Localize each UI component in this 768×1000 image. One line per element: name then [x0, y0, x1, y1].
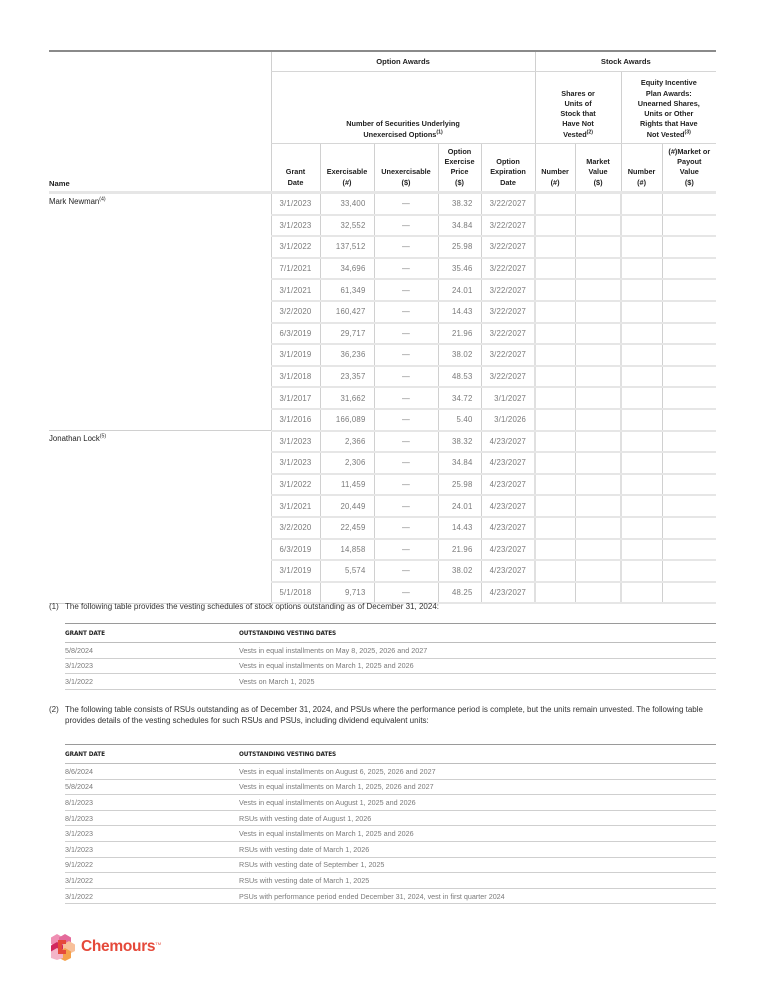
expiration-date-cell: 4/23/2027 [481, 495, 535, 517]
unexercisable-cell: — [374, 366, 438, 388]
grant-date-cell: 3/2/2020 [271, 301, 320, 323]
payout-value-cell [662, 474, 716, 496]
exercise-price-cell: 14.43 [438, 301, 481, 323]
footnote-2: (2) The following table consists of RSUs outstanding as of December 31, 2024, and PSUs where the performance period is complete, but the units remain unvested. The following table provides details of the vesting schedules for such RSUs and PSUs, including dividend equivalent units: [49, 705, 703, 725]
vesting-row [65, 643, 716, 659]
grant-date-cell: 5/1/2018 [271, 582, 320, 604]
exercise-price-cell: 25.98 [438, 236, 481, 258]
unexercisable-cell: — [374, 344, 438, 366]
grant-date-cell: 3/1/2021 [271, 495, 320, 517]
grant-date-cell: 3/1/2023 [65, 826, 239, 842]
unearned-number-cell [621, 279, 662, 301]
option-awards-header: Option Awards [271, 51, 535, 72]
vesting-row [65, 873, 716, 889]
chemours-hexagon-icon [50, 933, 76, 961]
vesting-dates-column-header: OUTSTANDING VESTING DATES [239, 745, 716, 764]
trademark-mark: TM [155, 940, 162, 946]
payout-value-cell [662, 344, 716, 366]
exercisable-column-header: Exercisable (#) [320, 144, 374, 193]
exercisable-cell: 11,459 [320, 474, 374, 496]
vesting-dates-cell: Vests in equal installments on August 1, 2025 and 2026 [239, 795, 716, 811]
exercisable-cell: 14,858 [320, 539, 374, 561]
executive-name: Jonathan Lock$^{(5)}$ [49, 431, 271, 604]
unearned-number-cell [621, 452, 662, 474]
market-value-cell [575, 452, 621, 474]
grant-date-cell: 3/1/2022 [65, 674, 239, 690]
payout-value-cell [662, 539, 716, 561]
exercise-price-column-header: Option Exercise Price ($) [438, 144, 481, 193]
exercise-price-cell: 34.84 [438, 215, 481, 237]
vesting-row [65, 841, 716, 857]
grant-date-cell: 3/1/2017 [271, 387, 320, 409]
shares-number-cell [535, 495, 575, 517]
exercisable-cell: 2,306 [320, 452, 374, 474]
exercise-price-cell: 48.25 [438, 582, 481, 604]
vesting-row [65, 888, 716, 904]
unexercisable-column-header: Unexercisable ($) [374, 144, 438, 193]
payout-value-cell [662, 431, 716, 453]
grant-date-cell: 5/8/2024 [65, 779, 239, 795]
vesting-dates-cell: RSUs with vesting date of September 1, 2025 [239, 857, 716, 873]
payout-value-cell [662, 193, 716, 215]
chemours-logo [50, 932, 161, 962]
expiration-date-cell: 4/23/2027 [481, 582, 535, 604]
unexercisable-cell: — [374, 323, 438, 345]
unexercisable-cell: — [374, 582, 438, 604]
option-vesting-table [65, 623, 716, 690]
grant-date-cell: 3/1/2022 [65, 888, 239, 904]
unearned-number-cell [621, 215, 662, 237]
payout-value-column-header: (#)Market or Payout Value ($) [662, 144, 716, 193]
unearned-number-cell [621, 258, 662, 280]
vesting-row [65, 779, 716, 795]
table-row [49, 193, 716, 215]
market-value-cell [575, 323, 621, 345]
unexercisable-cell: — [374, 431, 438, 453]
rsu-psu-vesting-table [65, 744, 716, 904]
grant-date-column-header: GRANT DATE [65, 745, 239, 764]
outstanding-equity-awards-table [49, 50, 716, 604]
exercise-price-cell: 34.84 [438, 452, 481, 474]
unearned-number-cell [621, 431, 662, 453]
market-value-cell [575, 193, 621, 215]
unearned-number-column-header: Number (#) [621, 144, 662, 193]
executive-name: Mark Newman$^{(4)}$ [49, 193, 271, 431]
market-value-cell [575, 409, 621, 431]
unexercisable-cell: — [374, 258, 438, 280]
expiration-date-cell: 3/22/2027 [481, 279, 535, 301]
vesting-row [65, 810, 716, 826]
unearned-number-cell [621, 236, 662, 258]
payout-value-cell [662, 236, 716, 258]
market-value-cell [575, 517, 621, 539]
unexercisable-cell: — [374, 495, 438, 517]
expiration-date-cell: 3/22/2027 [481, 366, 535, 388]
vesting-row [65, 826, 716, 842]
exercise-price-cell: 25.98 [438, 474, 481, 496]
vesting-dates-cell: Vests in equal installments on March 1, 2025 and 2026 [239, 826, 716, 842]
grant-date-cell: 3/1/2022 [271, 474, 320, 496]
market-value-cell [575, 279, 621, 301]
exercise-price-cell: 34.72 [438, 387, 481, 409]
unearned-number-cell [621, 539, 662, 561]
vesting-dates-cell: RSUs with vesting date of August 1, 2026 [239, 810, 716, 826]
market-value-cell [575, 431, 621, 453]
grant-date-cell: 8/1/2023 [65, 795, 239, 811]
vesting-dates-cell: RSUs with vesting date of March 1, 2026 [239, 841, 716, 857]
market-value-cell [575, 344, 621, 366]
payout-value-cell [662, 258, 716, 280]
exercise-price-cell: 38.02 [438, 344, 481, 366]
market-value-cell [575, 539, 621, 561]
exercisable-cell: 32,552 [320, 215, 374, 237]
grant-date-cell: 3/1/2023 [271, 215, 320, 237]
grant-date-cell: 7/1/2021 [271, 258, 320, 280]
market-value-cell [575, 366, 621, 388]
unearned-number-cell [621, 517, 662, 539]
unearned-number-cell [621, 409, 662, 431]
unexercisable-cell: — [374, 215, 438, 237]
shares-number-cell [535, 215, 575, 237]
grant-date-cell: 8/1/2023 [65, 810, 239, 826]
market-value-cell [575, 474, 621, 496]
grant-date-cell: 3/1/2021 [271, 279, 320, 301]
payout-value-cell [662, 323, 716, 345]
grant-date-cell: 3/1/2019 [271, 560, 320, 582]
unexercisable-cell: — [374, 539, 438, 561]
stock-awards-header: Stock Awards [535, 51, 716, 72]
grant-date-cell: 3/1/2023 [65, 841, 239, 857]
exercise-price-cell: 21.96 [438, 323, 481, 345]
unexercisable-cell: — [374, 387, 438, 409]
expiration-date-cell: 3/22/2027 [481, 236, 535, 258]
exercise-price-cell: 48.53 [438, 366, 481, 388]
expiration-date-cell: 4/23/2027 [481, 539, 535, 561]
unearned-number-cell [621, 474, 662, 496]
unexercisable-cell: — [374, 452, 438, 474]
exercisable-cell: 34,696 [320, 258, 374, 280]
exercisable-cell: 2,366 [320, 431, 374, 453]
exercisable-cell: 137,512 [320, 236, 374, 258]
shares-number-cell [535, 431, 575, 453]
name-column-header: Name [49, 144, 271, 193]
expiration-date-cell: 4/23/2027 [481, 517, 535, 539]
unearned-number-cell [621, 193, 662, 215]
unexercisable-cell: — [374, 301, 438, 323]
vesting-dates-cell: RSUs with vesting date of March 1, 2025 [239, 873, 716, 889]
vesting-row [65, 764, 716, 780]
shares-number-cell [535, 236, 575, 258]
payout-value-cell [662, 366, 716, 388]
grant-date-cell: 3/1/2023 [271, 193, 320, 215]
shares-number-cell [535, 323, 575, 345]
unearned-number-cell [621, 301, 662, 323]
shares-number-cell [535, 344, 575, 366]
exercise-price-cell: 38.02 [438, 560, 481, 582]
vesting-row [65, 795, 716, 811]
payout-value-cell [662, 387, 716, 409]
exercise-price-cell: 24.01 [438, 279, 481, 301]
securities-underlying-header: Number of Securities Underlying Unexercised Options$^{(1)}$ [271, 72, 535, 144]
table-row [49, 431, 716, 453]
exercise-price-cell: 14.43 [438, 517, 481, 539]
vesting-dates-cell: Vests in equal installments on March 1, 2025 and 2026 [239, 658, 716, 674]
market-value-cell [575, 215, 621, 237]
vesting-row [65, 658, 716, 674]
payout-value-cell [662, 301, 716, 323]
expiration-date-column-header: Option Expiration Date [481, 144, 535, 193]
vesting-dates-cell: Vests in equal installments on May 8, 2025, 2026 and 2027 [239, 643, 716, 659]
expiration-date-cell: 3/22/2027 [481, 258, 535, 280]
unearned-number-cell [621, 366, 662, 388]
expiration-date-cell: 3/1/2026 [481, 409, 535, 431]
exercisable-cell: 23,357 [320, 366, 374, 388]
payout-value-cell [662, 452, 716, 474]
exercisable-cell: 20,449 [320, 495, 374, 517]
exercisable-cell: 5,574 [320, 560, 374, 582]
unexercisable-cell: — [374, 560, 438, 582]
expiration-date-cell: 3/22/2027 [481, 193, 535, 215]
payout-value-cell [662, 279, 716, 301]
exercise-price-cell: 38.32 [438, 431, 481, 453]
unexercisable-cell: — [374, 517, 438, 539]
vesting-row [65, 857, 716, 873]
grant-date-cell: 5/8/2024 [65, 643, 239, 659]
unexercisable-cell: — [374, 193, 438, 215]
unearned-number-cell [621, 344, 662, 366]
vesting-dates-column-header: OUTSTANDING VESTING DATES [239, 624, 716, 643]
shares-number-cell [535, 258, 575, 280]
footnote-1: (1) The following table provides the vesting schedules of stock options outstanding as of December 31, 2024: [49, 602, 440, 611]
vesting-dates-cell: Vests in equal installments on March 1, 2025, 2026 and 2027 [239, 779, 716, 795]
unearned-number-cell [621, 387, 662, 409]
unearned-number-cell [621, 323, 662, 345]
payout-value-cell [662, 517, 716, 539]
market-value-cell [575, 495, 621, 517]
expiration-date-cell: 4/23/2027 [481, 452, 535, 474]
exercisable-cell: 160,427 [320, 301, 374, 323]
grant-date-cell: 3/1/2023 [65, 658, 239, 674]
market-value-cell [575, 387, 621, 409]
exercisable-cell: 61,349 [320, 279, 374, 301]
shares-number-cell [535, 279, 575, 301]
grant-date-cell: 3/1/2022 [271, 236, 320, 258]
expiration-date-cell: 3/1/2027 [481, 387, 535, 409]
market-value-cell [575, 258, 621, 280]
payout-value-cell [662, 495, 716, 517]
shares-number-cell [535, 366, 575, 388]
shares-not-vested-header: Shares or Units of Stock that Have Not Vested$^{(2)}$ [535, 72, 621, 144]
grant-date-column-header: Grant Date [271, 144, 320, 193]
payout-value-cell [662, 409, 716, 431]
header-spacer [49, 51, 271, 144]
shares-number-cell [535, 301, 575, 323]
exercisable-cell: 166,089 [320, 409, 374, 431]
shares-number-cell [535, 387, 575, 409]
payout-value-cell [662, 560, 716, 582]
shares-number-cell [535, 474, 575, 496]
unexercisable-cell: — [374, 409, 438, 431]
unearned-number-cell [621, 495, 662, 517]
expiration-date-cell: 3/22/2027 [481, 215, 535, 237]
market-value-cell [575, 236, 621, 258]
chemours-wordmark: Chemours [81, 938, 156, 955]
exercisable-cell: 36,236 [320, 344, 374, 366]
exercisable-cell: 29,717 [320, 323, 374, 345]
vesting-dates-cell: Vests in equal installments on August 6, 2025, 2026 and 2027 [239, 764, 716, 780]
shares-number-cell [535, 539, 575, 561]
unexercisable-cell: — [374, 474, 438, 496]
exercisable-cell: 22,459 [320, 517, 374, 539]
grant-date-cell: 3/1/2023 [271, 452, 320, 474]
exercise-price-cell: 24.01 [438, 495, 481, 517]
vesting-row [65, 674, 716, 690]
grant-date-cell: 8/6/2024 [65, 764, 239, 780]
vesting-dates-cell: Vests on March 1, 2025 [239, 674, 716, 690]
shares-number-cell [535, 452, 575, 474]
market-value-cell [575, 301, 621, 323]
exercisable-cell: 31,662 [320, 387, 374, 409]
shares-number-cell [535, 193, 575, 215]
exercisable-cell: 33,400 [320, 193, 374, 215]
expiration-date-cell: 4/23/2027 [481, 474, 535, 496]
shares-number-cell [535, 409, 575, 431]
expiration-date-cell: 4/23/2027 [481, 431, 535, 453]
exercisable-cell: 9,713 [320, 582, 374, 604]
grant-date-column-header: GRANT DATE [65, 624, 239, 643]
shares-number-column-header: Number (#) [535, 144, 575, 193]
payout-value-cell [662, 215, 716, 237]
grant-date-cell: 3/1/2018 [271, 366, 320, 388]
grant-date-cell: 6/3/2019 [271, 539, 320, 561]
equity-incentive-header: Equity Incentive Plan Awards: Unearned Shares, Units or Other Rights that Have Not Vested$^{(3)}$ [621, 72, 716, 144]
expiration-date-cell: 3/22/2027 [481, 344, 535, 366]
expiration-date-cell: 3/22/2027 [481, 301, 535, 323]
unearned-number-cell [621, 560, 662, 582]
market-value-column-header: Market Value ($) [575, 144, 621, 193]
exercise-price-cell: 21.96 [438, 539, 481, 561]
grant-date-cell: 3/1/2019 [271, 344, 320, 366]
grant-date-cell: 3/1/2022 [65, 873, 239, 889]
shares-number-cell [535, 560, 575, 582]
exercise-price-cell: 38.32 [438, 193, 481, 215]
expiration-date-cell: 4/23/2027 [481, 560, 535, 582]
unexercisable-cell: — [374, 236, 438, 258]
grant-date-cell: 3/1/2016 [271, 409, 320, 431]
exercise-price-cell: 35.46 [438, 258, 481, 280]
shares-number-cell [535, 517, 575, 539]
market-value-cell [575, 560, 621, 582]
expiration-date-cell: 3/22/2027 [481, 323, 535, 345]
exercise-price-cell: 5.40 [438, 409, 481, 431]
grant-date-cell: 3/1/2023 [271, 431, 320, 453]
grant-date-cell: 3/2/2020 [271, 517, 320, 539]
vesting-dates-cell: PSUs with performance period ended December 31, 2024, vest in first quarter 2024 [239, 888, 716, 904]
grant-date-cell: 6/3/2019 [271, 323, 320, 345]
unexercisable-cell: — [374, 279, 438, 301]
grant-date-cell: 9/1/2022 [65, 857, 239, 873]
